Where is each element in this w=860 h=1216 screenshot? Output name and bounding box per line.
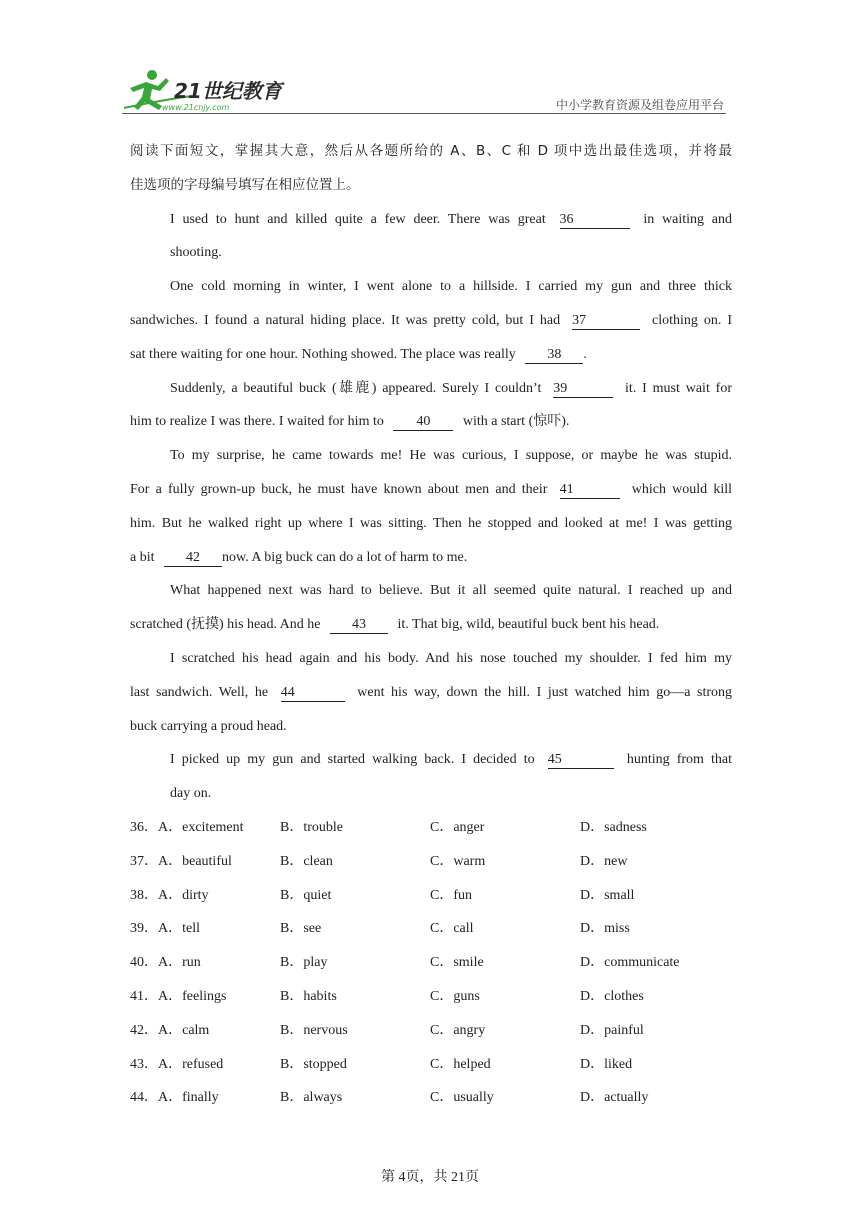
blank-39: 39 xyxy=(553,381,613,398)
option-b: B．habits xyxy=(280,988,337,1004)
logo-text: 21世纪教育 xyxy=(174,79,282,103)
passage-line: I used to hunt and killed quite a few deer. There was great 36 in waiting and xyxy=(170,211,733,227)
page-number: 第 4页，共 21页 xyxy=(381,1170,479,1185)
passage-line: One cold morning in winter, I went alone to a hillside. I carried my gun and three thick xyxy=(170,279,732,295)
passage-line: I picked up my gun and started walking back. I decided to 45 hunting from that xyxy=(170,752,733,768)
platform-title: 中小学教育资源及组卷应用平台 xyxy=(555,98,724,112)
page-header xyxy=(122,66,726,116)
blank-40: 40 xyxy=(393,414,453,431)
blank-44: 44 xyxy=(281,685,345,702)
option-d: D．liked xyxy=(580,1056,633,1072)
passage-line: day on. xyxy=(170,786,212,802)
logo-url: www.21cnjy.com xyxy=(162,103,230,112)
blank-45: 45 xyxy=(548,752,614,769)
option-b: B．stopped xyxy=(280,1056,347,1072)
passage-line: sandwiches. I found a natural hiding place. It was pretty cold, but I had 37 clothing on. I xyxy=(130,312,733,328)
passage-line: buck carrying a proud head. xyxy=(130,718,287,734)
blank-42: 42 xyxy=(164,550,222,567)
passage-line: a bit 42 now. A big buck can do a lot of harm to me. xyxy=(130,549,468,565)
21cnjy-logo xyxy=(122,66,297,116)
passage-line: For a fully grown-up buck, he must have known about men and their 41 which would kill xyxy=(130,481,733,497)
option-c: C．usually xyxy=(430,1090,494,1106)
option-d: D．small xyxy=(580,887,635,903)
instruction-line: 阅读下面短文，掌握其大意，然后从各题所给的 A、B、C 和 D 项中选出最佳选项，并将最 xyxy=(130,143,732,159)
option-d: D．communicate xyxy=(580,955,680,971)
passage-line: What happened next was hard to believe. But it all seemed quite natural. I reached up and xyxy=(170,583,732,599)
option-b: B．see xyxy=(280,921,322,937)
option-a: A．excitement xyxy=(158,819,244,835)
passage-line: scratched (抚摸) his head. And he 43 it. That big, wild, beautiful buck bent his head. xyxy=(130,617,660,633)
option-c: C．call xyxy=(430,921,474,937)
passage-line: last sandwich. Well, he 44 went his way, down the hill. I just watched him go—a strong xyxy=(130,684,732,700)
option-c: C．fun xyxy=(430,887,472,903)
option-d: D．clothes xyxy=(580,988,644,1004)
option-c: C．angry xyxy=(430,1022,486,1038)
option-b: B．nervous xyxy=(280,1022,348,1038)
blank-37: 37 xyxy=(572,313,640,330)
option-row: 39． A．tell B．see C．call D．miss xyxy=(130,912,732,946)
passage-line: him to realize I was there. I waited for him to 40 with a start (惊吓). xyxy=(130,414,570,430)
passage-line: I scratched his head again and his body. And his nose touched my shoulder. I fed him my xyxy=(170,650,732,666)
option-c: C．smile xyxy=(430,955,484,971)
option-c: C．anger xyxy=(430,819,485,835)
option-d: D．sadness xyxy=(580,819,647,835)
option-a: A．feelings xyxy=(158,988,227,1004)
option-row: 43． A．refused B．stopped C．helped D．liked xyxy=(130,1048,732,1082)
option-a: A．beautiful xyxy=(158,853,232,869)
blank-41: 41 xyxy=(560,482,620,499)
option-row: 40． A．run B．play C．smile D．communicate xyxy=(130,946,732,980)
passage-line: shooting. xyxy=(170,245,222,261)
option-b: B．clean xyxy=(280,853,333,869)
option-c: C．helped xyxy=(430,1056,491,1072)
option-b: B．play xyxy=(280,955,328,971)
option-a: A．refused xyxy=(158,1056,224,1072)
option-a: A．calm xyxy=(158,1022,210,1038)
option-row: 36． A．excitement B．trouble C．anger D．sadness xyxy=(130,811,732,845)
option-d: D．new xyxy=(580,853,628,869)
option-row: 41． A．feelings B．habits C．guns D．clothes xyxy=(130,980,732,1014)
option-a: A．run xyxy=(158,955,201,971)
option-d: D．actually xyxy=(580,1090,649,1106)
passage-line: sat there waiting for one hour. Nothing showed. The place was really 38 . xyxy=(130,346,587,362)
option-c: C．warm xyxy=(430,853,486,869)
option-b: B．always xyxy=(280,1090,343,1106)
blank-38: 38 xyxy=(525,347,583,364)
option-d: D．painful xyxy=(580,1022,644,1038)
passage-line: him. But he walked right up where I was sitting. Then he stopped and looked at me! I was getting xyxy=(130,515,732,531)
option-row: 37． A．beautiful B．clean C．warm D．new xyxy=(130,845,732,879)
option-a: A．dirty xyxy=(158,887,209,903)
passage-line: To my surprise, he came towards me! He was curious, I suppose, or maybe he was stupid. xyxy=(170,448,732,464)
option-row: 38． A．dirty B．quiet C．fun D．small xyxy=(130,879,732,913)
options-list xyxy=(130,811,732,1115)
option-row: 42． A．calm B．nervous C．angry D．painful xyxy=(130,1014,732,1048)
blank-36: 36 xyxy=(560,212,630,229)
option-row: 44． A．finally B．always C．usually D．actually xyxy=(130,1081,732,1115)
option-a: A．finally xyxy=(158,1090,219,1106)
instruction-line: 佳选项的字母编号填写在相应位置上。 xyxy=(130,176,360,193)
passage-line: Suddenly, a beautiful buck (雄鹿) appeared. Surely I couldn’t 39 it. I must wait for xyxy=(170,380,733,396)
option-b: B．quiet xyxy=(280,887,332,903)
option-a: A．tell xyxy=(158,921,200,937)
option-d: D．miss xyxy=(580,921,630,937)
option-b: B．trouble xyxy=(280,819,343,835)
blank-43: 43 xyxy=(330,617,388,634)
header-divider xyxy=(122,113,726,114)
question-content xyxy=(130,135,732,1115)
option-c: C．guns xyxy=(430,988,480,1004)
